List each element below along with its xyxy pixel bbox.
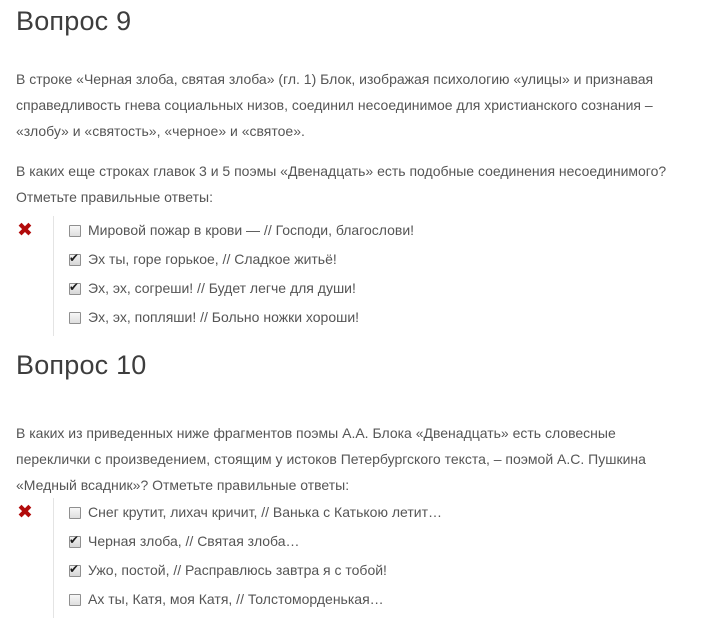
- answer-option-label: Ужо, постой, // Расправлюсь завтра я с тобой!: [88, 562, 387, 578]
- answer-option: [69, 562, 704, 579]
- answer-option-label: Эх ты, горе горькое, // Сладкое житьё!: [88, 251, 337, 267]
- answer-checkbox[interactable]: [69, 254, 81, 266]
- question-10-title: Вопрос 10: [16, 350, 147, 380]
- answer-checkbox[interactable]: [69, 283, 81, 295]
- question-section-10: [16, 350, 704, 618]
- question-section-9: [16, 6, 704, 336]
- question-9-answers: [16, 216, 704, 336]
- question-9-prompt: В каких еще строках главок 3 и 5 поэмы «Двенадцать» есть подобные соединения несоединимого? Отметьте правильные ответы:: [16, 163, 667, 205]
- incorrect-cross-icon: ✖: [17, 501, 33, 523]
- answer-option: [69, 280, 704, 297]
- question-10-text: В каких из приведенных ниже фрагментов поэмы А.А. Блока «Двенадцать» есть словесные переклички с произведением, стоящим у истоков Петербургского текста, – поэмой А.С. Пушкина «Медный всадник»? Отметьте правильные ответы:: [16, 425, 646, 493]
- answer-option: [69, 222, 704, 239]
- answer-option-label: Эх, эх, попляши! // Больно ножки хороши!: [88, 309, 360, 325]
- answer-list: [53, 216, 704, 336]
- answer-option: [69, 251, 704, 268]
- answer-option-label: Черная злоба, // Святая злоба…: [88, 533, 300, 549]
- answer-checkbox[interactable]: [69, 536, 81, 548]
- question-9-title: Вопрос 9: [16, 6, 132, 36]
- answer-checkbox[interactable]: [69, 225, 81, 237]
- answer-option: [69, 533, 704, 550]
- answer-option-label: Снег крутит, лихач кричит, // Ванька с Катькою летит…: [88, 504, 442, 520]
- answer-checkbox[interactable]: [69, 565, 81, 577]
- answer-option: [69, 504, 704, 521]
- question-10-answers: [16, 498, 704, 618]
- answer-checkbox[interactable]: [69, 594, 81, 606]
- answer-option-label: Мировой пожар в крови — // Господи, благослови!: [88, 222, 415, 238]
- incorrect-cross-icon: ✖: [17, 219, 33, 241]
- answer-list: [53, 498, 704, 618]
- answer-option-label: Ах ты, Катя, моя Катя, // Толстоморденькая…: [88, 591, 384, 607]
- answer-option: [69, 309, 704, 326]
- answer-checkbox[interactable]: [69, 312, 81, 324]
- answer-option-label: Эх, эх, согреши! // Будет легче для души!: [88, 280, 356, 296]
- question-9-text: В строке «Черная злоба, святая злоба» (гл. 1) Блок, изображая психологию «улицы» и признавая справедливость гнева социальных низов, соединил несоединимое для христианского сознания – «злобу» и «святость», «черное» и «святое».: [16, 71, 654, 139]
- answer-checkbox[interactable]: [69, 507, 81, 519]
